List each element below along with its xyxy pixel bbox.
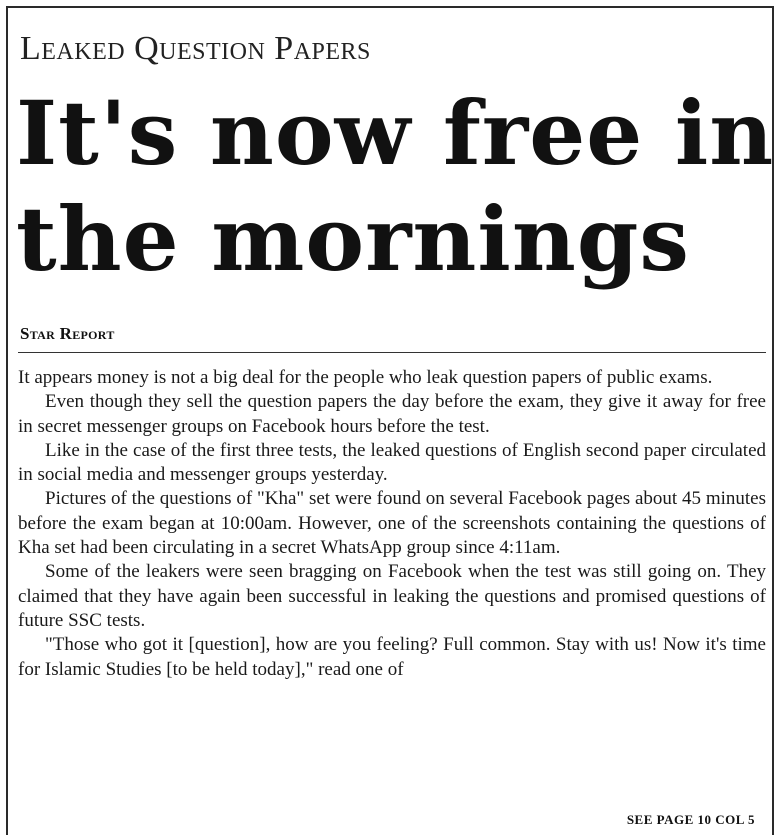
byline-divider xyxy=(18,352,766,353)
article-headline xyxy=(16,80,775,292)
paragraph: Some of the leakers were seen bragging on Facebook when the test was still going on. They claimed that they have again been successful in leaking the questions and promised questions of future SSC tests. xyxy=(18,561,766,631)
paragraph: "Those who got it [question], how are you feeling? Full common. Stay with us! Now it's time for Islamic Studies [to be held today]," read one of xyxy=(18,634,766,680)
headline-line-2: the mornings xyxy=(16,187,690,291)
article-kicker: Leaked Question Papers xyxy=(20,30,371,67)
headline-line-1: It's now free in xyxy=(16,81,775,185)
paragraph: It appears money is not a big deal for the people who leak question papers of public exams. xyxy=(18,367,713,388)
paragraph: Like in the case of the first three tests, the leaked questions of English second paper circulated in social media and messenger groups yesterday. xyxy=(18,439,766,486)
paragraph: Even though they sell the question papers the day before the exam, they give it away for free in secret messenger groups on Facebook hours before the test. xyxy=(18,391,766,437)
paragraph: Pictures of the questions of "Kha" set were found on several Facebook pages about 45 minutes before the exam began at 10:00am. However, one of the screenshots containing the questions of Kha set had been circulating in a secret WhatsApp group since 4:11am. xyxy=(18,488,766,559)
continuation-link[interactable]: SEE PAGE 10 COL 5 xyxy=(626,812,755,827)
article-byline: Star Report xyxy=(20,324,115,343)
article-body xyxy=(18,366,766,682)
